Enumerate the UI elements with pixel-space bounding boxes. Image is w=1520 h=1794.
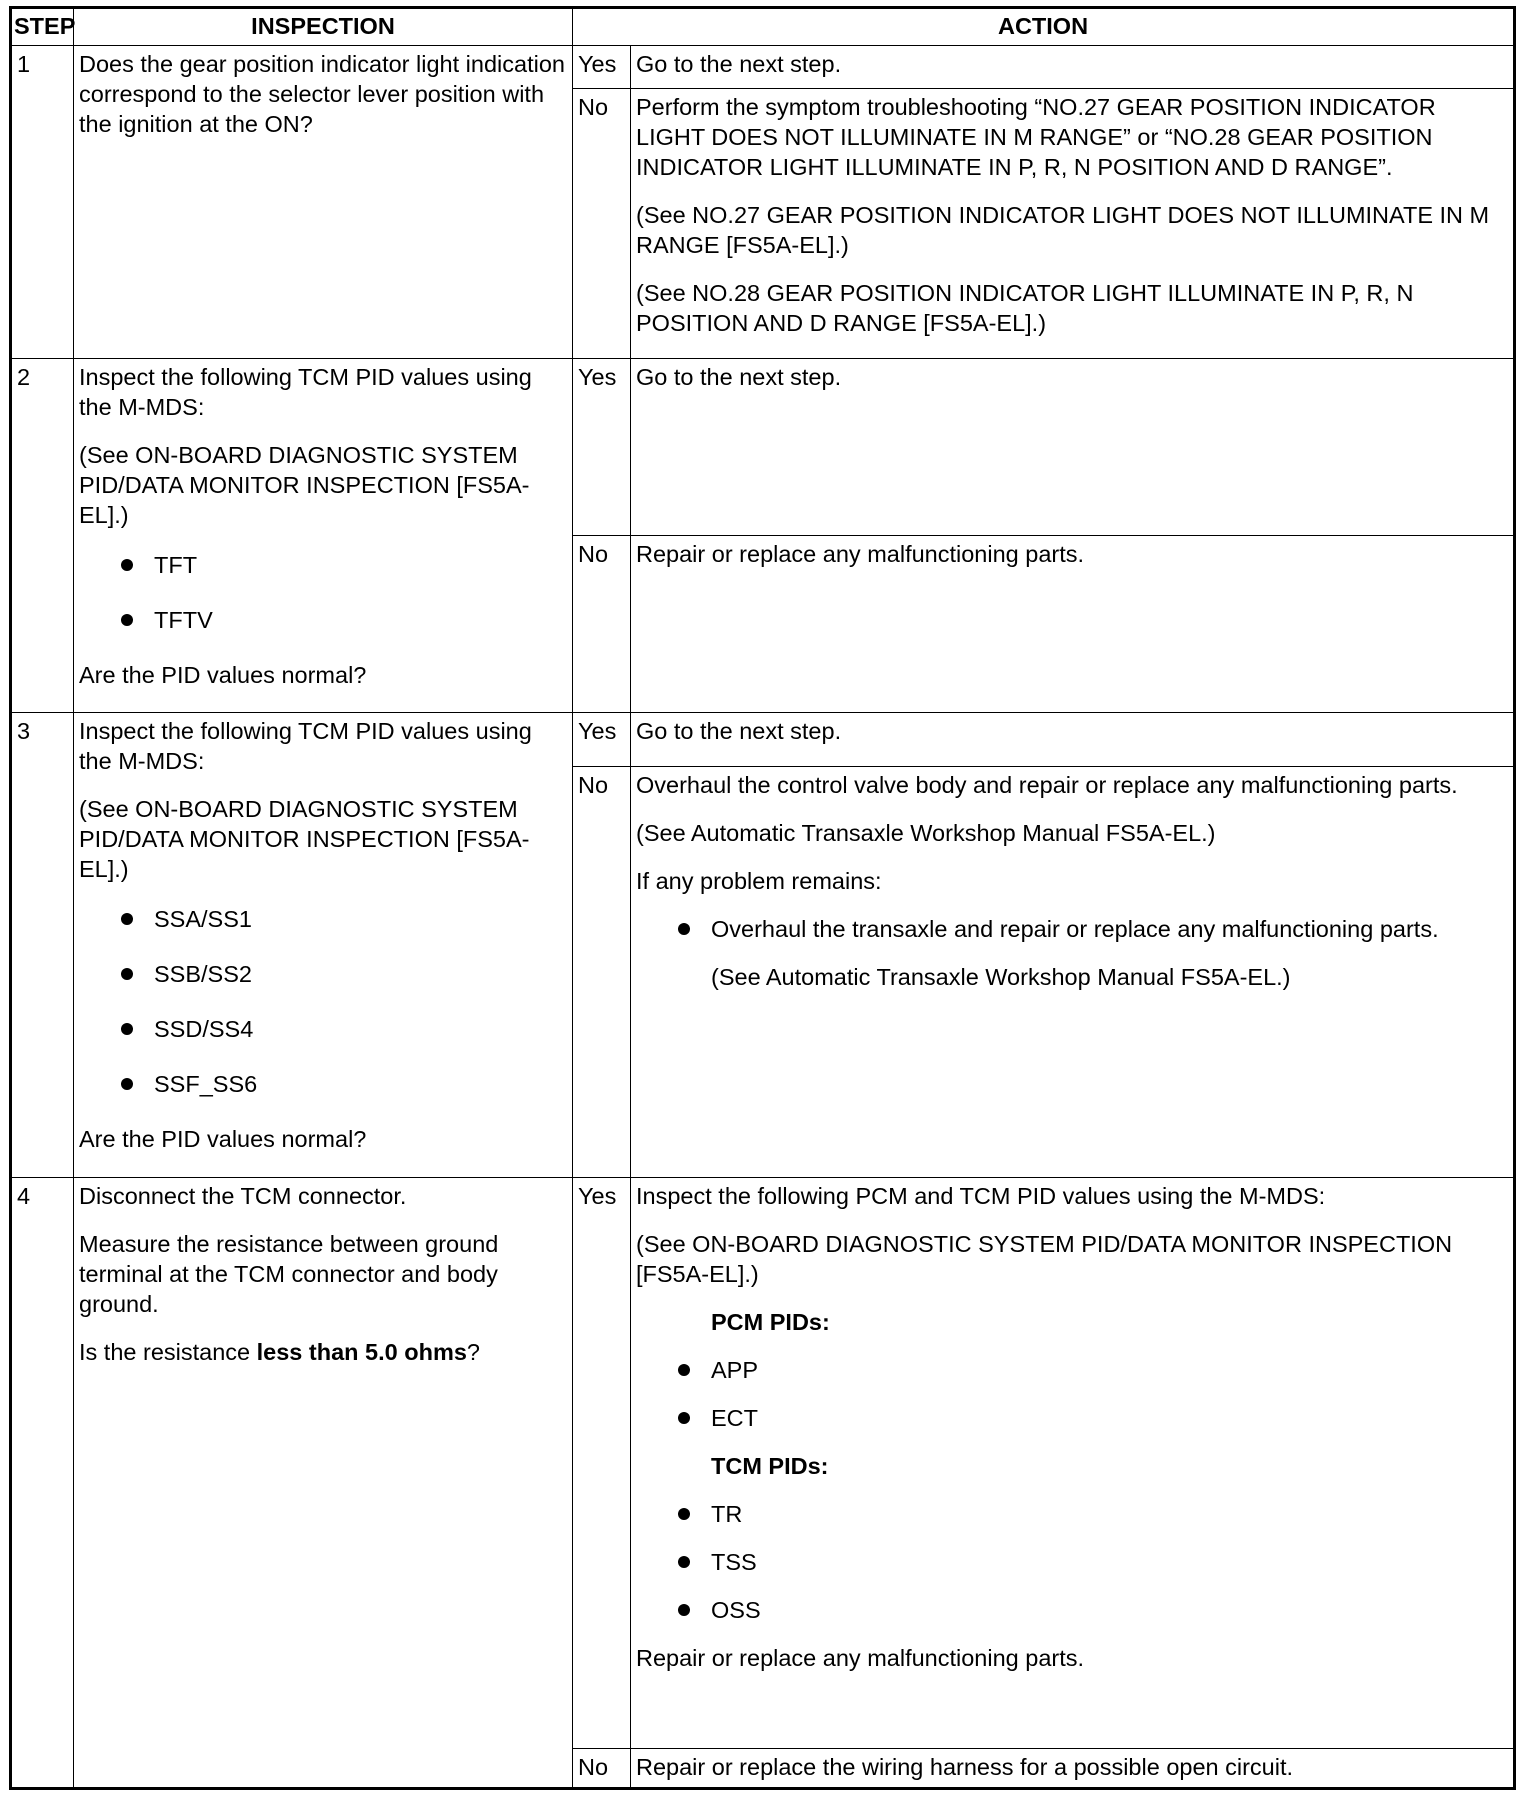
step-3-no-remains: If any problem remains: xyxy=(636,868,882,894)
step-1-yes-text: Go to the next step. xyxy=(636,51,842,77)
step-2-yes-label: Yes xyxy=(573,359,631,536)
step-1-no-label: No xyxy=(573,89,631,359)
step-3-yes-text: Go to the next step. xyxy=(636,718,842,744)
step-4-yes-row xyxy=(11,1178,1515,1749)
step-2-inspection xyxy=(74,359,573,713)
tcm-pid-item: TR xyxy=(636,1499,1508,1529)
step-1-number: 1 xyxy=(11,46,74,359)
step-2-yes-action xyxy=(631,359,1515,536)
step-3-no-text: Overhaul the control valve body and repair or replace any malfunctioning parts. xyxy=(636,772,1458,798)
step-3-item: SSF_SS6 xyxy=(79,1069,567,1099)
step-1-yes-row xyxy=(11,46,1515,89)
step-4-yes-final: Repair or replace any malfunctioning parts. xyxy=(636,1645,1085,1671)
step-3-no-bullet-ref: (See Automatic Transaxle Workshop Manual FS5A-EL.) xyxy=(711,964,1291,990)
step-3-item: SSA/SS1 xyxy=(79,904,567,934)
step-4-number: 4 xyxy=(11,1178,74,1789)
step-1-question: Does the gear position indicator light indication correspond to the selector lever position with the ignition at the ON? xyxy=(79,51,565,137)
step-4-yes-text: Inspect the following PCM and TCM PID values using the M-MDS: xyxy=(636,1183,1326,1209)
step-2-no-label: No xyxy=(573,536,631,713)
tcm-pid-item: TSS xyxy=(636,1547,1508,1577)
tcm-pid-item: OSS xyxy=(636,1595,1508,1625)
step-4-inspection xyxy=(74,1178,573,1789)
step-1-yes-label: Yes xyxy=(573,46,631,89)
step-2-no-text: Repair or replace any malfunctioning parts. xyxy=(636,541,1085,567)
header-action: ACTION xyxy=(573,8,1515,46)
step-2-item: TFTV xyxy=(79,605,567,635)
header-row xyxy=(11,8,1515,46)
step-4-question xyxy=(79,1337,567,1367)
step-3-intro: Inspect the following TCM PID values using the M-MDS: xyxy=(79,718,532,774)
step-3-item: SSD/SS4 xyxy=(79,1014,567,1044)
step-2-intro: Inspect the following TCM PID values using the M-MDS: xyxy=(79,364,532,420)
step-2-question: Are the PID values normal? xyxy=(79,662,367,688)
step-4-yes-action xyxy=(631,1178,1515,1749)
header-inspection: INSPECTION xyxy=(74,8,573,46)
pcm-pid-item: APP xyxy=(636,1355,1508,1385)
step-4-yes-ref: (See ON-BOARD DIAGNOSTIC SYSTEM PID/DATA MONITOR INSPECTION [FS5A-EL].) xyxy=(636,1231,1453,1287)
step-2-yes-text: Go to the next step. xyxy=(636,364,842,390)
step-3-inspection xyxy=(74,713,573,1178)
step-3-yes-action xyxy=(631,713,1515,767)
step-4-line2: Measure the resistance between ground terminal at the TCM connector and body ground. xyxy=(79,1231,499,1317)
step-3-no-label: No xyxy=(573,767,631,1178)
step-2-yes-row xyxy=(11,359,1515,536)
step-2-item: TFT xyxy=(79,550,567,580)
step-1-no-action xyxy=(631,89,1515,359)
step-1-no-ref2: (See NO.28 GEAR POSITION INDICATOR LIGHT ILLUMINATE IN P, R, N POSITION AND D RANGE [FS5A-EL].) xyxy=(636,280,1414,336)
step-4-no-text: Repair or replace the wiring harness for a possible open circuit. xyxy=(636,1754,1294,1780)
step-1-inspection xyxy=(74,46,573,359)
step-4-line1: Disconnect the TCM connector. xyxy=(79,1183,407,1209)
step-3-question: Are the PID values normal? xyxy=(79,1126,367,1152)
step-3-no-bullet: Overhaul the transaxle and repair or replace any malfunctioning parts. xyxy=(636,914,1508,944)
step-4-question-bold: less than 5.0 ohms xyxy=(256,1339,467,1365)
step-1-no-ref1: (See NO.27 GEAR POSITION INDICATOR LIGHT DOES NOT ILLUMINATE IN M RANGE [FS5A-EL].) xyxy=(636,202,1490,258)
step-3-yes-label: Yes xyxy=(573,713,631,767)
step-4-yes-label: Yes xyxy=(573,1178,631,1749)
pcm-pids-header: PCM PIDs: xyxy=(711,1309,830,1335)
step-1-yes-action xyxy=(631,46,1515,89)
troubleshooting-table xyxy=(9,6,1516,1790)
step-3-no-action xyxy=(631,767,1515,1178)
step-4-question-post: ? xyxy=(466,1339,480,1365)
step-3-ref: (See ON-BOARD DIAGNOSTIC SYSTEM PID/DATA MONITOR INSPECTION [FS5A-EL].) xyxy=(79,796,530,882)
step-3-number: 3 xyxy=(11,713,74,1178)
step-2-no-action xyxy=(631,536,1515,713)
step-4-no-label: No xyxy=(573,1749,631,1789)
step-1-no-text: Perform the symptom troubleshooting “NO.27 GEAR POSITION INDICATOR LIGHT DOES NOT ILLUMINATE IN M RANGE” or “NO.28 GEAR POSITION INDICATOR LIGHT ILLUMINATE IN P, R, N POSITION AND D RANGE”. xyxy=(636,94,1436,180)
step-4-question-pre: Is the resistance xyxy=(79,1339,257,1365)
step-3-item: SSB/SS2 xyxy=(79,959,567,989)
tcm-pids-header: TCM PIDs: xyxy=(711,1453,829,1479)
step-3-no-ref: (See Automatic Transaxle Workshop Manual FS5A-EL.) xyxy=(636,820,1216,846)
header-step: STEP xyxy=(11,8,74,46)
step-4-no-action xyxy=(631,1749,1515,1789)
step-2-number: 2 xyxy=(11,359,74,713)
pcm-pid-item: ECT xyxy=(636,1403,1508,1433)
step-2-ref: (See ON-BOARD DIAGNOSTIC SYSTEM PID/DATA MONITOR INSPECTION [FS5A-EL].) xyxy=(79,442,530,528)
step-3-yes-row xyxy=(11,713,1515,767)
